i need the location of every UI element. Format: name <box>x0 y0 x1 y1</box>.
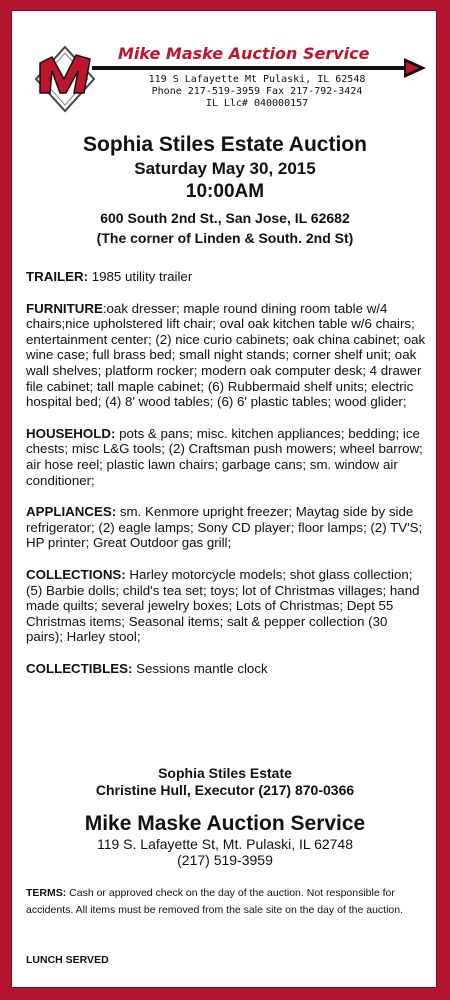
terms-text: Cash or approved check on the day of the auction. Not responsible for accidents. All items must be removed from the sale site on the day of the auction. <box>26 887 404 916</box>
auction-logo-icon <box>34 43 96 113</box>
auction-title: Sophia Stiles Estate Auction <box>83 133 367 156</box>
section-label: APPLIANCES: <box>26 504 117 520</box>
executor-block <box>12 765 438 799</box>
section-text: 1985 utility trailer <box>88 269 193 284</box>
section-collections <box>26 567 426 645</box>
auction-location-note: (The corner of Linden & South. 2nd St) <box>96 230 354 246</box>
section-text: :oak dresser; maple round dining room table w/4 chairs;nice upholstered lift chair; oval oak kitchen table w/6 chairs; entertainment center; (2) nice curio cabinets; oak china cabinet; oak wine case; full brass bed; small night stands; corner shelf unit; oak wall shelves; platform rocker; modern oak computer desk; 4 drawer file cabinet; tall maple cabinet; (6) Rubbermaid shelf units; electric hospital bed; (4) 8' wood tables; (6) 6' plastic tables; wood glider; <box>26 300 426 410</box>
service-phone: (217) 519-3959 <box>177 852 273 868</box>
service-address: 119 S. Lafayette St, Mt. Pulaski, IL 62748 <box>96 836 354 852</box>
section-furniture <box>26 301 426 410</box>
service-name: Mike Maske Auction Service <box>84 812 366 835</box>
section-text: sm. Kenmore upright freezer; Maytag side by side refrigerator; (2) eagle lamps; Sony CD player; floor lamps; (2) TV'S; HP printer; Great Outdoor gas grill; <box>26 504 423 551</box>
section-label: TRAILER: <box>26 269 89 284</box>
section-label: COLLECTIBLES: <box>26 660 133 676</box>
flyer-page <box>11 10 437 988</box>
terms-label: TERMS: <box>26 887 67 899</box>
section-text: pots & pans; misc. kitchen appliances; bedding; ice chests; misc L&G tools; (2) Craftsman push mowers; wheel barrow; air hose reel; plastic lawn chairs; garbage cans; sm. window air conditioner; <box>26 425 423 488</box>
section-text: Harley motorcycle models; shot glass collection; (5) Barbie dolls; child's tea set; toys; lot of Christmas villages; hand made quilts; several jewelry boxes; Lots of Christmas; Dept 55 Christmas items; Seasonal items; salt & pepper collection (30 pairs); Harley stool; <box>26 566 420 645</box>
company-name-header: Mike Maske Auction Service <box>118 44 370 63</box>
executor-contact: Christine Hull, Executor (217) 870-0366 <box>95 782 355 798</box>
section-label: HOUSEHOLD: <box>26 425 116 441</box>
company-license-line: IL Llc# 040000157 <box>205 98 309 109</box>
arrow-line <box>92 66 412 70</box>
service-block <box>12 811 438 868</box>
arrow-head-inner <box>406 62 419 74</box>
section-text: Sessions mantle clock <box>132 660 268 676</box>
auction-date: Saturday May 30, 2015 <box>134 159 316 178</box>
company-contact-block <box>107 74 407 110</box>
item-sections <box>26 269 426 692</box>
estate-name: Sophia Stiles Estate <box>158 765 292 781</box>
section-appliances <box>26 504 426 551</box>
section-label: COLLECTIONS: <box>26 566 126 582</box>
section-trailer <box>26 269 426 285</box>
section-collectibles <box>26 661 426 677</box>
auction-time: 10:00AM <box>185 181 265 202</box>
terms-block <box>26 885 426 919</box>
company-address-line: 119 S Lafayette Mt Pulaski, IL 62548 <box>148 74 366 85</box>
lunch-note: LUNCH SERVED <box>26 954 109 966</box>
auction-address: 600 South 2nd St., San Jose, IL 62682 <box>100 210 350 226</box>
section-label: FURNITURE <box>26 300 103 316</box>
auction-title-block <box>12 131 438 248</box>
section-household <box>26 426 426 488</box>
company-phone-line: Phone 217-519-3959 Fax 217-792-3424 <box>151 86 363 97</box>
